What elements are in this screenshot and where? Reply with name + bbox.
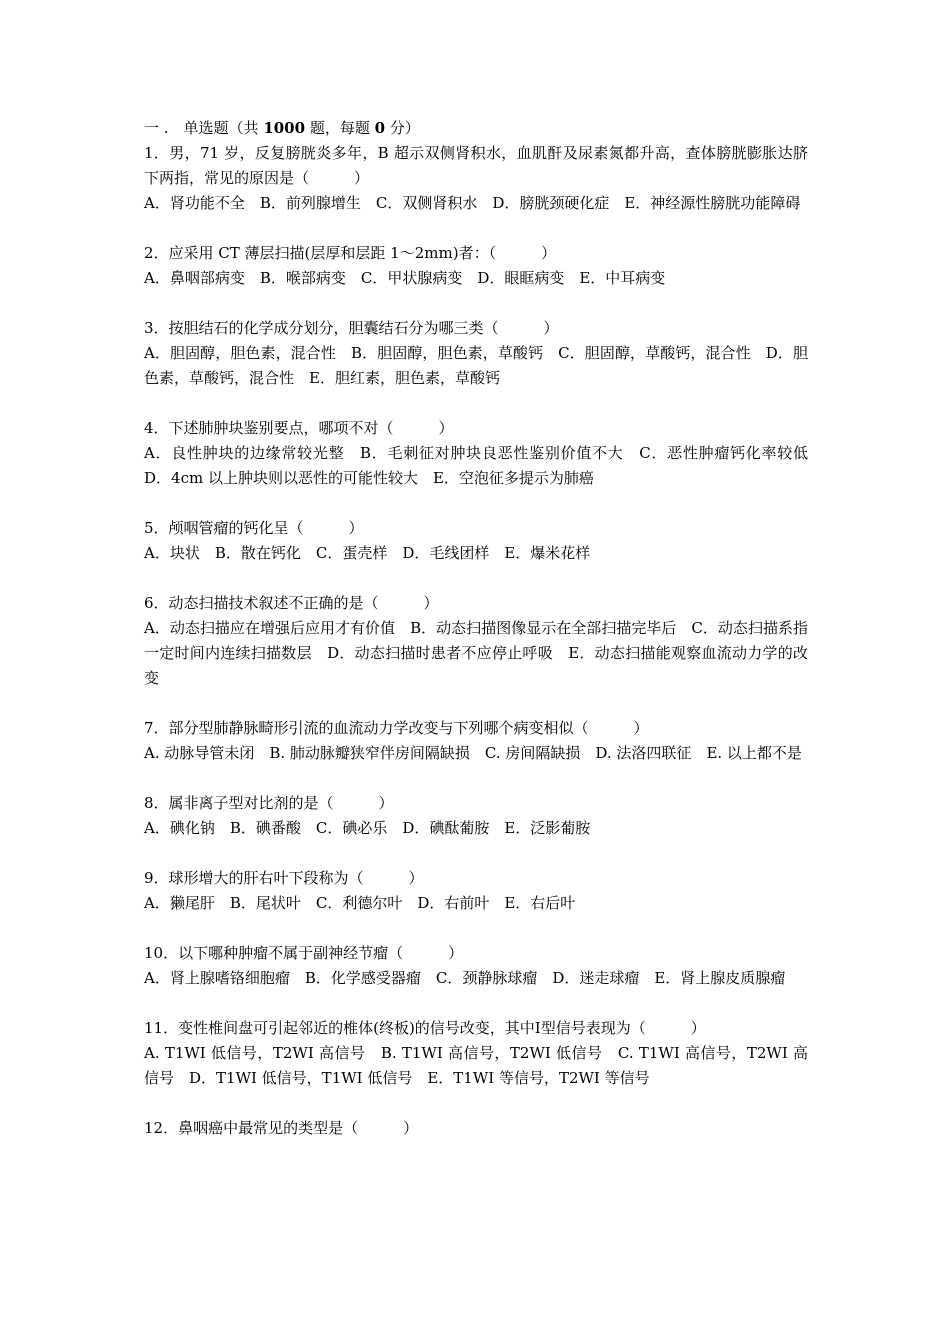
question-options: A．碘化钠 B．碘番酸 C．碘必乐 D．碘酞葡胺 E．泛影葡胺 — [144, 819, 591, 837]
question-stem: 5．颅咽管瘤的钙化呈（ ） — [144, 519, 364, 537]
question-6 — [144, 591, 808, 691]
question-options: A．块状 B．散在钙化 C．蛋壳样 D．毛线团样 E．爆米花样 — [144, 544, 591, 562]
question-stem: 1．男，71 岁，反复膀胱炎多年，B 超示双侧肾积水，血肌酐及尿素氮都升高，查体膀胱膨胀达脐下两指，常见的原因是（ ） — [144, 144, 808, 187]
question-3 — [144, 316, 808, 391]
question-count: 1000 — [263, 119, 306, 137]
question-options: A．良性肿块的边缘常较光整 B．毛刺征对肿块良恶性鉴别价值不大 C．恶性肿瘤钙化率较低 D．4cm 以上肿块则以恶性的可能性较大 E．空泡征多提示为肺癌 — [144, 444, 824, 487]
question-7 — [144, 716, 808, 766]
question-options: A．胆固醇，胆色素，混合性 B．胆固醇，胆色素，草酸钙 C．胆固醇，草酸钙，混合性 D．胆色素，草酸钙，混合性 E．胆红素，胆色素，草酸钙 — [144, 344, 808, 387]
question-stem: 6．动态扫描技术叙述不正确的是（ ） — [144, 594, 439, 612]
question-options: A. T1WI 低信号，T2WI 高信号 B. T1WI 高信号，T2WI 低信号 C. T1WI 高信号，T2WI 高信号 D．T1WI 低信号，T1WI 低信号 E．T1WI 等信号，T2WI 等信号 — [144, 1044, 808, 1087]
question-options: A. 动脉导管未闭 B. 肺动脉瓣狭窄伴房间隔缺损 C. 房间隔缺损 D. 法洛四联征 E. 以上都不是 — [144, 744, 802, 762]
question-10 — [144, 941, 808, 991]
question-11 — [144, 1016, 808, 1091]
question-stem: 10．以下哪种肿瘤不属于副神经节瘤（ ） — [144, 944, 464, 962]
question-stem: 8．属非离子型对比剂的是（ ） — [144, 794, 394, 812]
question-stem: 7．部分型肺静脉畸形引流的血流动力学改变与下列哪个病变相似（ ） — [144, 719, 649, 737]
exam-content — [144, 116, 824, 1166]
question-stem: 2．应采用 CT 薄层扫描(层厚和层距 1～2mm)者：（ ） — [144, 244, 557, 262]
question-1 — [144, 141, 808, 216]
question-options: A．肾上腺嗜铬细胞瘤 B．化学感受器瘤 C．颈静脉球瘤 D．迷走球瘤 E．肾上腺皮质腺瘤 — [144, 969, 786, 987]
question-5 — [144, 516, 808, 566]
question-stem: 11．变性椎间盘可引起邻近的椎体(终板)的信号改变，其中Ⅰ型信号表现为（ ） — [144, 1019, 706, 1037]
question-options: A．鼻咽部病变 B．喉部病变 C．甲状腺病变 D．眼眶病变 E．中耳病变 — [144, 269, 666, 287]
question-4 — [144, 416, 824, 491]
question-2 — [144, 241, 808, 291]
question-stem: 12．鼻咽癌中最常见的类型是（ ） — [144, 1119, 419, 1137]
question-options: A．肾功能不全 B．前列腺增生 C．双侧肾积水 D．膀胱颈硬化症 E．神经源性膀胱功能障碍 — [144, 194, 801, 212]
question-options: A．动态扫描应在增强后应用才有价值 B．动态扫描图像显示在全部扫描完毕后 C．动态扫描系指一定时间内连续扫描数层 D．动态扫描时患者不应停止呼吸 E．动态扫描能观察血流动力学的改变 — [144, 619, 808, 687]
section-heading-mid: 题，每题 — [305, 119, 375, 137]
question-stem: 4．下述肺肿块鉴别要点，哪项不对（ ） — [144, 419, 454, 437]
question-stem: 3．按胆结石的化学成分划分，胆囊结石分为哪三类（ ） — [144, 319, 559, 337]
question-stem: 9．球形增大的肝右叶下段称为（ ） — [144, 869, 424, 887]
section-heading — [144, 116, 808, 141]
question-score: 0 — [374, 119, 386, 137]
question-options: A．獭尾肝 B．尾状叶 C．利德尔叶 D．右前叶 E．右后叶 — [144, 894, 576, 912]
question-8 — [144, 791, 808, 841]
section-heading-prefix: 一 . 单选题（共 — [144, 119, 264, 137]
question-9 — [144, 866, 808, 916]
section-heading-suffix: 分） — [385, 119, 420, 137]
question-12 — [144, 1116, 808, 1141]
